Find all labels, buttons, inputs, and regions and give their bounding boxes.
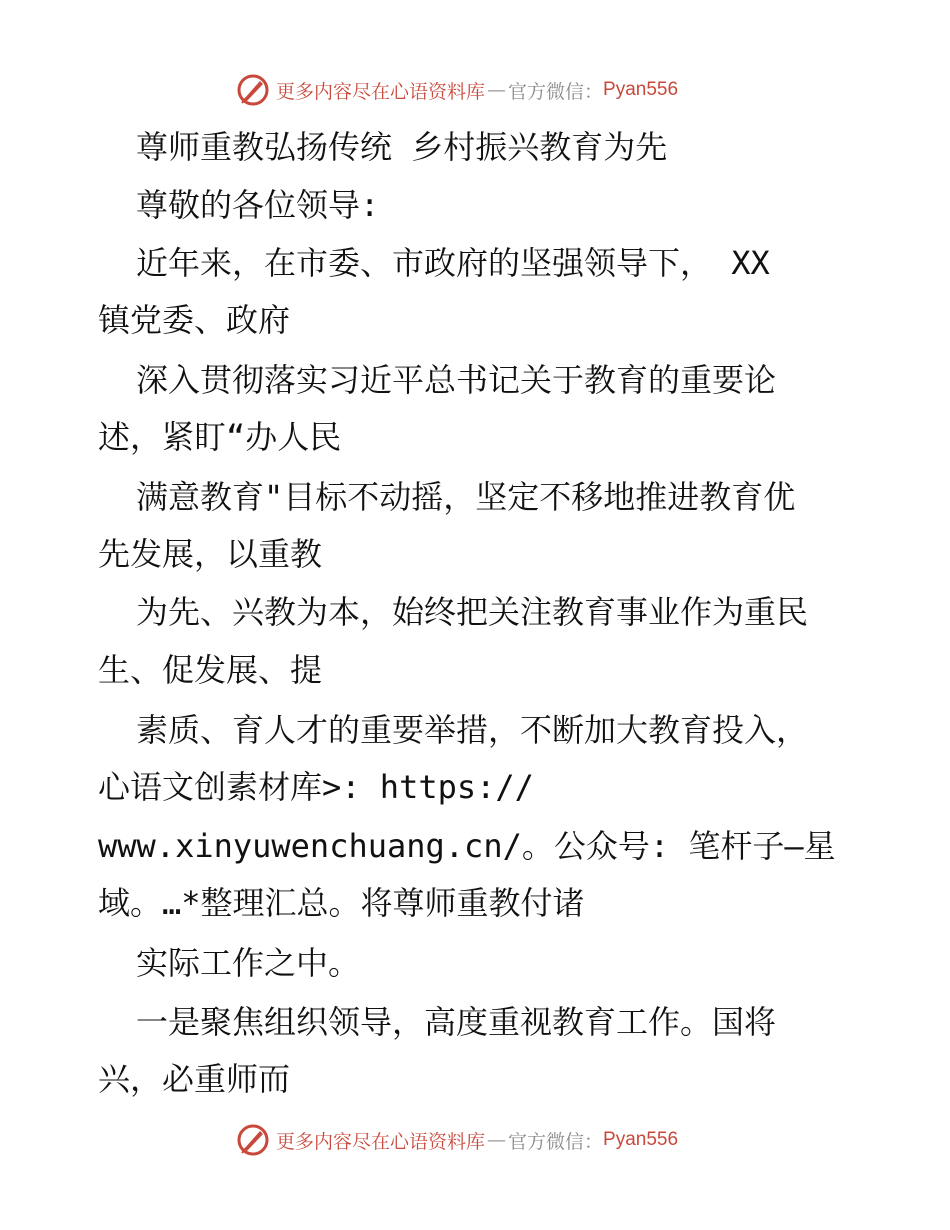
document-title: 尊师重教弘扬传统 乡村振兴教育为先 bbox=[136, 128, 668, 166]
header-banner bbox=[236, 72, 678, 108]
body-line: 域。…*整理汇总。将尊师重教付诸 bbox=[98, 884, 585, 922]
body-line: 为先、兴教为本，始终把关注教育事业作为重民 bbox=[136, 593, 809, 631]
banner-site-text: 更多内容尽在心语资料库 bbox=[276, 80, 486, 103]
quill-logo-icon bbox=[236, 1123, 270, 1157]
banner-dash: — bbox=[487, 79, 507, 101]
body-line: www.xinyuwenchuang.cn/。公众号: 笔杆子—星 bbox=[98, 827, 836, 865]
body-line: 心语文创素材库>: https:// bbox=[98, 768, 534, 806]
body-line: 镇党委、政府 bbox=[98, 301, 291, 339]
banner-site-text: 更多内容尽在心语资料库 bbox=[276, 1130, 486, 1153]
body-line: 素质、育人才的重要举措，不断加大教育投入， bbox=[136, 711, 809, 749]
body-line: 生、促发展、提 bbox=[98, 651, 323, 689]
body-line: 先发展，以重教 bbox=[98, 535, 323, 573]
body-line: 深入贯彻落实习近平总书记关于教育的重要论 bbox=[136, 361, 777, 399]
body-line: 一是聚焦组织领导，高度重视教育工作。国将 bbox=[136, 1003, 777, 1041]
body-line: 述，紧盯“办人民 bbox=[98, 418, 342, 456]
banner-wechat-label: 官方微信： bbox=[508, 80, 604, 103]
body-line: 尊敬的各位领导: bbox=[136, 186, 380, 224]
body-line: 近年来，在市委、市政府的坚强领导下， XX bbox=[136, 244, 770, 282]
footer-banner bbox=[236, 1122, 678, 1158]
banner-wechat-id: Pyan556 bbox=[603, 79, 679, 100]
banner-dash: — bbox=[487, 1129, 507, 1151]
body-line: 实际工作之中。 bbox=[136, 944, 361, 982]
banner-wechat-id: Pyan556 bbox=[603, 1129, 679, 1150]
quill-logo-icon bbox=[236, 73, 270, 107]
banner-wechat-label: 官方微信： bbox=[508, 1130, 604, 1153]
body-line: 满意教育"目标不动摇，坚定不移地推进教育优 bbox=[136, 478, 796, 516]
body-line: 兴，必重师而 bbox=[98, 1060, 291, 1098]
